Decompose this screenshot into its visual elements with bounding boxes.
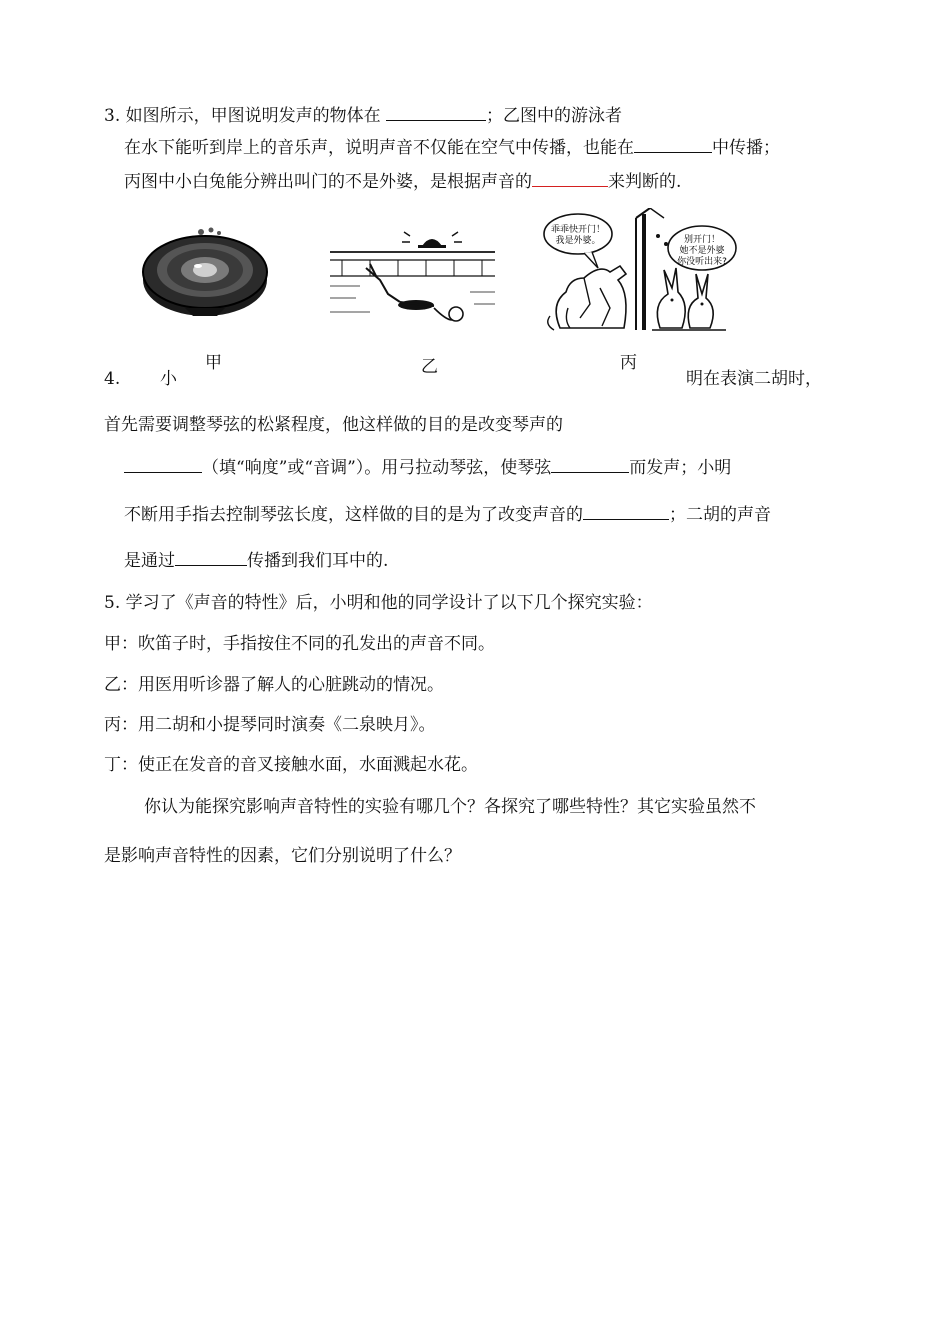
q3-line-3 bbox=[124, 170, 681, 193]
q4-blank-4[interactable] bbox=[175, 549, 247, 566]
q3-text-1a: 3. 如图所示，甲图说明发声的物体在 bbox=[104, 106, 381, 126]
bubble-right-line-1: 别开门！ bbox=[683, 235, 721, 245]
q4-line-4 bbox=[124, 503, 771, 526]
bubble-left-line-1: 乖乖快开门！ bbox=[550, 225, 606, 235]
rabbits-wolf-figure bbox=[540, 208, 740, 333]
q4-text-5b: 传播到我们耳中的. bbox=[247, 551, 389, 571]
bubble-right-line-2: 她不是外婆 bbox=[679, 246, 725, 256]
q4-text-5a: 是通过 bbox=[124, 551, 175, 571]
q5-question-line-2: 是影响声音特性的因素，它们分别说明了什么？ bbox=[104, 846, 461, 866]
bubble-left-line-2: 我是外婆。 bbox=[555, 236, 601, 246]
q5-item-ding: 丁：使正在发音的音叉接触水面，水面溅起水花。 bbox=[104, 755, 478, 775]
q3-blank-2[interactable] bbox=[634, 136, 712, 153]
swimmer-figure bbox=[330, 228, 495, 328]
q4-line-5 bbox=[124, 549, 388, 572]
q3-blank-1[interactable] bbox=[386, 104, 486, 121]
q4-xiao: 小 bbox=[160, 369, 177, 389]
caption-bing: 丙 bbox=[620, 353, 637, 373]
caption-yi: 乙 bbox=[421, 357, 438, 377]
q5-item-jia: 甲：吹笛子时，手指按住不同的孔发出的声音不同。 bbox=[104, 634, 495, 654]
q5-item-yi: 乙：用医用听诊器了解人的心脏跳动的情况。 bbox=[104, 675, 444, 695]
q4-line-3 bbox=[124, 456, 731, 479]
q3-text-3b: 来判断的. bbox=[608, 172, 682, 192]
q3-text-2b: 中传播； bbox=[712, 138, 780, 158]
q4-text-4a: 不断用手指去控制琴弦长度，这样做的目的是为了改变声音的 bbox=[124, 505, 583, 525]
q4-blank-1[interactable] bbox=[124, 456, 202, 473]
q4-text-4b: ；二胡的声音 bbox=[669, 505, 771, 525]
q5-question-line-1: 你认为能探究影响声音特性的实验有哪几个？各探究了哪些特性？其它实验虽然不 bbox=[144, 797, 756, 817]
q3-blank-3[interactable] bbox=[532, 170, 608, 187]
q4-line-1-end: 明在表演二胡时， bbox=[686, 369, 822, 389]
q4-text-3a: （填“响度”或“音调”）。用弓拉动琴弦，使琴弦 bbox=[202, 458, 552, 478]
q3-text-3a: 丙图中小白兔能分辨出叫门的不是外婆，是根据声音的 bbox=[124, 172, 532, 192]
q4-text-3b: 而发声；小明 bbox=[629, 458, 732, 478]
q4-line-2: 首先需要调整琴弦的松紧程度，他这样做的目的是改变琴声的 bbox=[104, 415, 563, 435]
q5-intro: 5. 学习了《声音的特性》后，小明和他的同学设计了以下几个探究实验： bbox=[104, 593, 653, 613]
caption-jia: 甲 bbox=[205, 353, 222, 373]
speaker-figure bbox=[135, 218, 275, 323]
q3-line-1 bbox=[104, 104, 622, 127]
bubble-right-line-3: 你没听出来? bbox=[677, 257, 727, 267]
q5-item-bing: 丙：用二胡和小提琴同时演奏《二泉映月》。 bbox=[104, 715, 436, 735]
q3-line-2 bbox=[124, 136, 780, 159]
q3-text-2a: 在水下能听到岸上的音乐声，说明声音不仅能在空气中传播，也能在 bbox=[124, 138, 634, 158]
q4-number: 4. bbox=[104, 369, 121, 389]
q4-blank-3[interactable] bbox=[583, 503, 669, 520]
q3-text-1b: ；乙图中的游泳者 bbox=[486, 106, 623, 126]
q4-blank-2[interactable] bbox=[551, 456, 629, 473]
